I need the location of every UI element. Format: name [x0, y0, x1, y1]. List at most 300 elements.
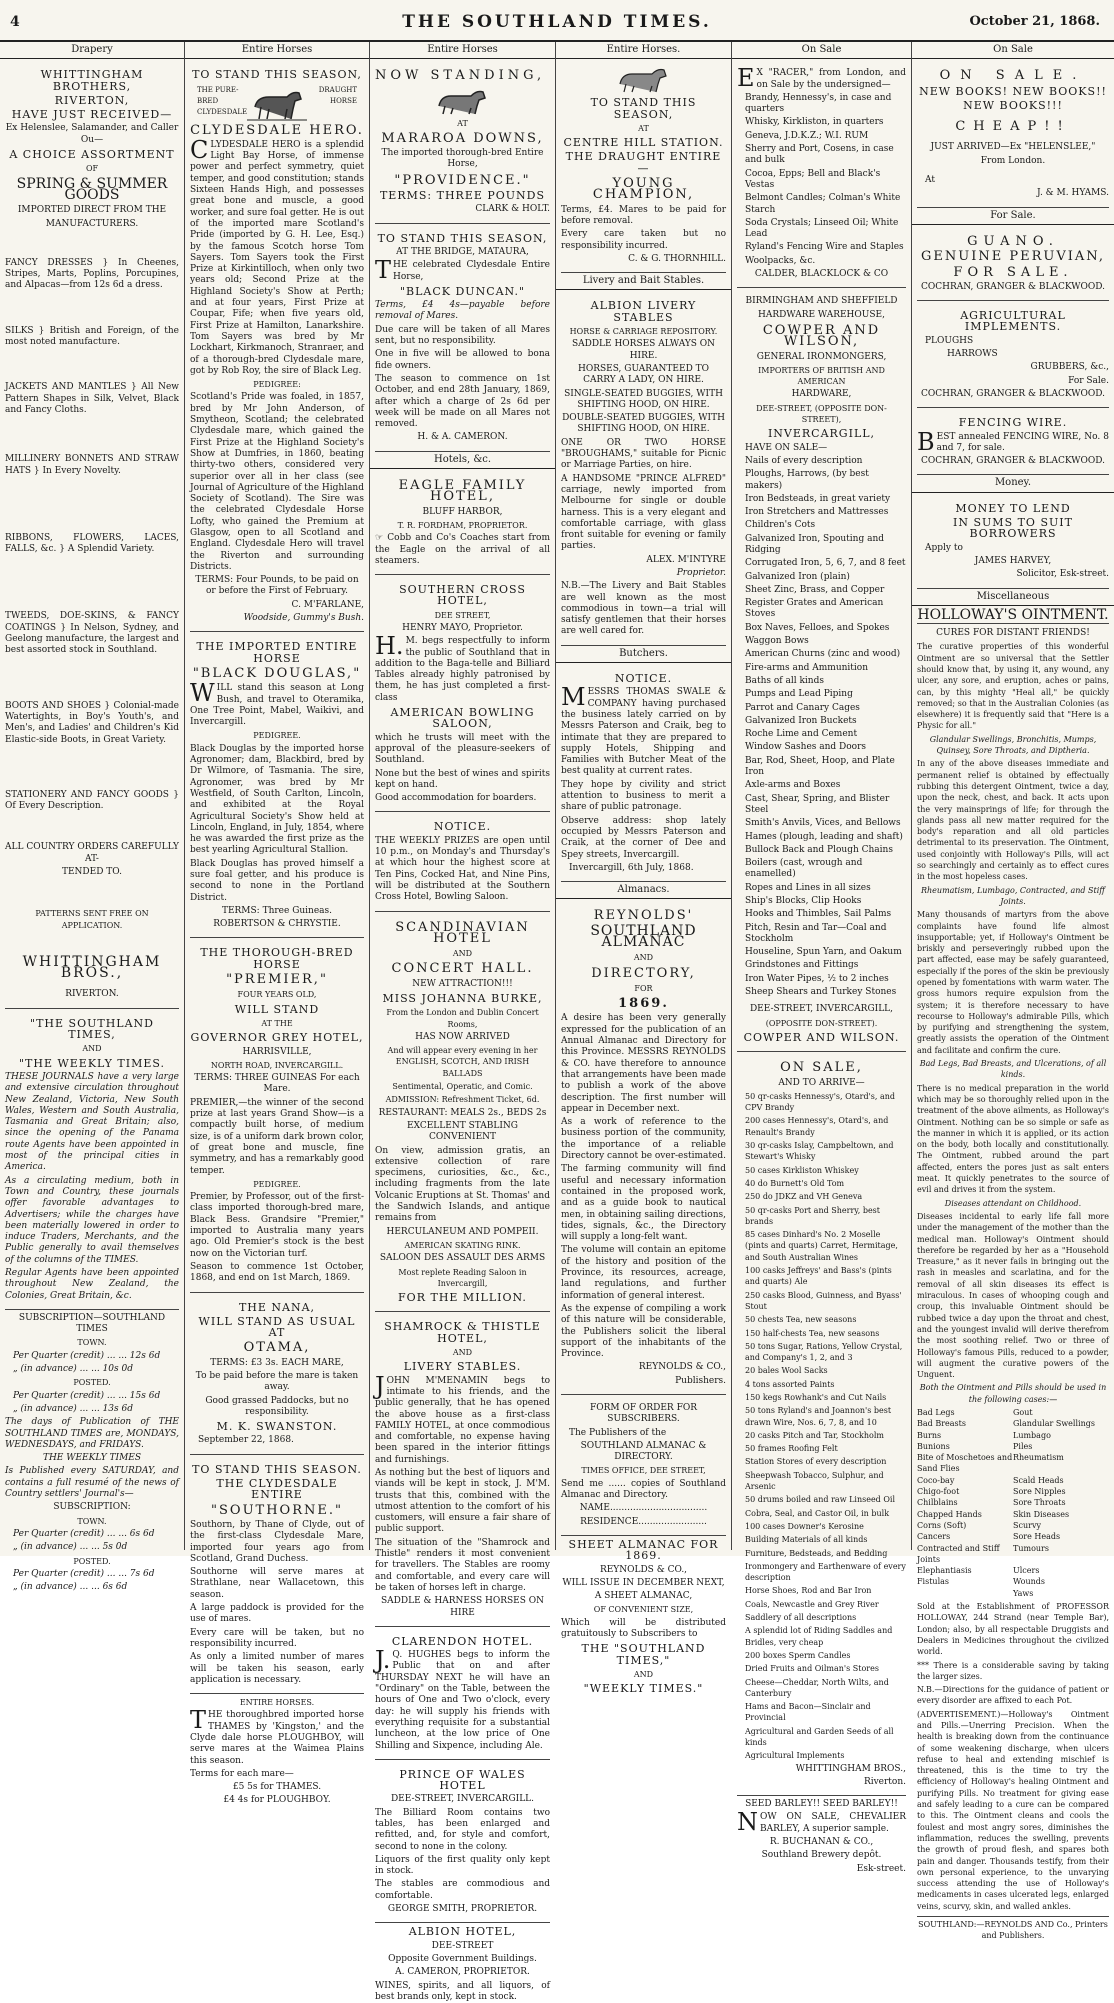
list-item: Iron Water Pipes, ½ to 2 inches: [745, 973, 889, 984]
list-item: Smith's Anvils, Vices, and Bellows: [745, 818, 901, 829]
advert-almanac: [561, 903, 726, 1395]
advert-albion-livery: [561, 294, 726, 645]
advert-line: AT: [638, 123, 649, 133]
advert-text: ☞ Cobb and Co's Coaches start from the Eagle on the arrival of all steamers.: [375, 533, 550, 566]
table-cell: Glandular Swellings: [1013, 1419, 1095, 1429]
list-item: A splendid lot of Riding Saddles and Bridles, very cheap: [745, 1626, 893, 1647]
advert-text: There is no medical preparation in the world which may be so thoroughly relied upon in the treatment of the above ailments, as Holloway's Ointment. Nothing can be so simple or safe as the manner in which it is applied, or its action on the body, both locally and constitutionally. The Ointment, rubbed around the part affected, enters the pores just as salt enters meat. It quickly penetrates to the source of evil and drives it from the system.: [917, 1083, 1109, 1195]
advert-line: DIRECTORY,: [591, 965, 696, 981]
list-item: Hooks and Thimbles, Sail Palms: [745, 909, 892, 920]
section-heading: Livery and Bait Stables.: [556, 273, 731, 290]
advert-line: DEE-STREET, INVERCARGILL,: [749, 1004, 894, 1015]
advert-line: Opposite Government Buildings.: [388, 1953, 537, 1964]
column-entire-horses-2: [370, 42, 556, 2002]
list-item: 50 tons Ryland's and Joannon's best drawn Wire, Nos. 6, 7, 8, and 10: [745, 1406, 892, 1427]
advert-line: INVERCARGILL,: [767, 427, 876, 441]
advert-racer: [737, 63, 906, 288]
advert-line: HERCULANEUM AND POMPEII.: [386, 1226, 539, 1237]
advert-line: HAS NOW ARRIVED: [415, 1031, 510, 1042]
advert-text: PREMIER,—the winner of the second prize at last years Grand Show—is a compactly built horse, of medium size, is of a uniform dark brown color, of great bone and muscle, fine symmetry, and has a remarkably good temper.: [190, 1097, 364, 1176]
advert-title: ON SALE.: [939, 68, 1087, 84]
table-row: [917, 1565, 1109, 1576]
advert-text: The situation of the "Shamrock and Thistle" renders it most convenient for travellers. The Stables are roomy and comfortable, and every care will be taken of horses left in charge.: [375, 1537, 550, 1593]
advert-signature: COWPER AND WILSON.: [743, 1030, 900, 1044]
advert-signature: COCHRAN, GRANGER & BLACKWOOD.: [920, 456, 1106, 467]
advert-line: HENRY MAYO, Proprietor.: [402, 622, 523, 633]
advert-title: THE NANA,: [238, 1300, 316, 1314]
list-item: Ploughs, Harrows, (by best makers): [745, 469, 869, 491]
rate-heading: SUBSCRIPTION:: [53, 1502, 131, 1513]
advert-line: Most replete Reading Saloon in Invercargill,: [398, 1267, 527, 1288]
goods-item: TWEEDS, DOE-SKINS, & FANCY COATINGS } In Nelson, Sydney, and Geelong manufacture, the largest and best assorted stock in Southland.: [5, 611, 179, 656]
advert-line: REYNOLDS & CO.,: [599, 1564, 688, 1575]
advert-line: SALOON DES ASSAULT DES ARMS: [379, 1253, 546, 1264]
list-item: Galvanized Iron Buckets: [745, 715, 857, 726]
advert-line: SADDLE & HARNESS HORSES ON HIRE: [381, 1596, 544, 1618]
horse-icon: [247, 85, 307, 121]
advert-line: DOUBLE-SEATED BUGGIES, WITH SHIFTING HOOD, ON HIRE.: [562, 413, 725, 435]
table-cell: Ulcers: [1013, 1566, 1040, 1576]
list-item: Bullock Back and Plough Chains: [745, 844, 893, 855]
advert-text: Liquors of the first quality only kept in stock.: [375, 1854, 550, 1877]
advert-line: SADDLE HORSES ALWAYS ON HIRE.: [571, 339, 716, 361]
advert-text: A desire has been very generally expressed for the publication of an Annual Almanac and Directory for this Province. MESSRS REYNOLDS & CO. have therefore to announce that arrangements have been made to publish a work of the above description. The first number will appear in December next.: [561, 1013, 726, 1114]
advert-title: ALBION LIVERY STABLES: [590, 299, 697, 324]
notice-title: "THE SOUTHLAND TIMES,: [30, 1016, 154, 1042]
advert-line: HARRISVILLE,: [242, 1046, 312, 1057]
table-cell: Contracted and Stiff Joints: [917, 1543, 1000, 1564]
advert-line: Ex Helenslee, Salamander, and Caller Ou—: [5, 123, 179, 145]
advert-text: Which will be distributed gratuitously to Subscribers to: [561, 1617, 726, 1640]
advert-eagle-hotel: [375, 473, 550, 575]
list-item: 40 do Burnett's Old Tom: [745, 1178, 845, 1188]
section-heading: Drapery: [0, 42, 184, 59]
rate-line: „ (in advance) ... ... 10s 0d: [13, 1364, 133, 1375]
rate-line: POSTED.: [73, 1556, 111, 1566]
advert-line: CENTRE HILL STATION.: [563, 136, 724, 150]
advert-text: On view, admission gratis, an extensive collection of rare specimens, curiosities, &c., &c., including fragments from the late Volcanic Eruptions at St. Thomas' and the Sandwich Islands, and antique remains from: [375, 1145, 550, 1224]
masthead: [0, 0, 1114, 42]
advert-signature: WHITTINGHAM BROS.,: [795, 1763, 906, 1774]
list-item: Bar, Rod, Sheet, Hoop, and Plate Iron: [745, 755, 895, 778]
list-item: Fire-arms and Ammunition: [745, 662, 869, 673]
column-drapery: [0, 42, 185, 1593]
list-item: Cast, Shear, Spring, and Blister Steel: [745, 793, 890, 815]
form-line: TIMES OFFICE, DEE STREET,: [581, 1466, 706, 1476]
table-cell: Yaws: [1013, 1588, 1034, 1598]
list-item: Hams and Bacon—Sinclair and Provincial: [745, 1702, 871, 1723]
advert-line: HAVE JUST RECEIVED—: [11, 108, 173, 122]
list-item: Box Naves, Felloes, and Spokes: [745, 622, 890, 633]
table-cell: Lumbago: [1013, 1430, 1051, 1440]
newspaper-title: THE SOUTHLAND TIMES.: [402, 12, 712, 32]
horse-icon: [433, 86, 493, 116]
list-item: Cheese—Cheddar, North Wilts, and Canterbury: [745, 1677, 889, 1698]
list-item: Sheepwash Tobacco, Sulphur, and Arsenic: [745, 1470, 884, 1492]
list-item: Coals, Newcastle and Grey River: [745, 1599, 879, 1609]
list-item: Ropes and Lines in all sizes: [745, 882, 871, 893]
advert-signature: CLARK & HOLT.: [475, 204, 550, 215]
table-row: [917, 1407, 1109, 1418]
advert-title: SHAMROCK & THISTLE HOTEL,: [384, 1320, 541, 1345]
advert-black-duncan: [375, 227, 550, 452]
list-item: Agricultural and Garden Seeds of all kinds: [745, 1726, 894, 1747]
column-on-sale-2: [912, 42, 1114, 1941]
list-item: 85 cases Dinhard's No. 2 Moselle (pints and quarts) Carret, Hermitage, and South Australian Wines: [745, 1230, 898, 1262]
advert-line: AND TO ARRIVE—: [778, 1077, 865, 1088]
advert-text: JOHN M'MENAMIN begs to intimate to his friends, and the public generally, that he has opened the above house as a first-class FAMILY HOTEL, at once commodious and comfortable, no expense having been spared in the interior fittings and furnishings.: [375, 1371, 550, 1465]
advert-line: HARDWARE,: [791, 389, 852, 400]
notice-journals: [5, 1012, 179, 1310]
table-cell: [917, 1588, 1013, 1599]
advert-subheading: Both the Ointment and Pills should be used in the following cases:—: [919, 1383, 1107, 1404]
advert-title: SOUTHLAND ALMANAC: [590, 922, 697, 950]
advert-title: EAGLE FAMILY HOTEL,: [398, 478, 527, 505]
advert-implements: [917, 304, 1109, 408]
advert-title: TO STAND THIS SEASON,: [192, 68, 362, 82]
advert-line: THE CLYDESDALE ENTIRE: [216, 1477, 338, 1502]
horse-name: "BLACK DOUGLAS,": [192, 665, 362, 681]
notice-text: MESSRS THOMAS SWALE & COMPANY having purchased the business lately carried on by Messrs Paterson and Craik, beg to intimate that they are prepared to supply Hotels, Shipping and Families with Butcher Meat of the best quality at current rates.: [561, 683, 726, 777]
advert-headline: SPRING & SUMMER GOODS: [16, 175, 168, 203]
advert-title: SOUTHERN CROSS HOTEL,: [399, 583, 526, 608]
table-cell: Bite of Moschetoes and Sand Flies: [917, 1453, 1013, 1474]
advert-title: BIRMINGHAM AND SHEFFIELD: [745, 296, 898, 307]
advert-line: DEE STREET,: [434, 610, 491, 620]
advert-subheading: Bad Legs, Bad Breasts, and Ulcerations, of all kinds.: [919, 1059, 1107, 1080]
table-cell: Piles: [1013, 1441, 1033, 1451]
advert-premier: [190, 941, 364, 1292]
list-item: Ironmongery and Earthenware of every description: [745, 1561, 906, 1583]
advert-text: As a work of reference to the business portion of the community, the importance of a reliable Directory cannot be over-estimated.: [561, 1117, 726, 1162]
advert-clydesdale-hero: [190, 63, 364, 632]
advert-line: AMERICAN BOWLING SALOON,: [390, 706, 535, 731]
advert-line: PEDIGREE.: [253, 731, 301, 741]
goods-item: JACKETS AND MANTLES } All New Pattern Shapes in Silk, Velvet, Black and Fancy Cloths.: [5, 382, 179, 415]
rate-heading: SUBSCRIPTION—SOUTHLAND TIMES: [18, 1312, 166, 1335]
goods-item: RIBBONS, FLOWERS, LACES, FALLS, &c. } A Splendid Variety.: [5, 532, 179, 555]
advert-line: NEW ATTRACTION!!!: [412, 978, 513, 989]
section-heading: Entire Horses.: [556, 42, 731, 59]
advert-title: SHEET ALMANAC FOR 1869.: [568, 1537, 719, 1563]
advert-line: AND: [452, 1348, 473, 1358]
goods-item: MILLINERY BONNETS AND STRAW HATS } In Every Novelty.: [5, 454, 179, 476]
advert-signature: C. & G. THORNHILL.: [628, 253, 726, 264]
advert-line: PEDIGREE:: [253, 380, 301, 390]
form-title: FORM OF ORDER FOR SUBSCRIBERS.: [590, 1402, 697, 1425]
advert-text: THE thoroughbred imported horse THAMES by 'Kingston,' and the Clyde dale horse PLOUGHBOY, will serve mares at the Waimea Plains this season.: [190, 1706, 364, 1766]
advert-line: TERMS: Four Pounds, to be paid on or before the First of February.: [195, 575, 359, 597]
advert-fencing-wire: [917, 411, 1109, 475]
list-item: 200 boxes Sperm Candles: [745, 1650, 851, 1660]
advert-line: Good grassed Paddocks, but no responsibility.: [205, 1395, 349, 1417]
advert-title: THE THOROUGH-BRED HORSE: [200, 946, 354, 971]
table-cell: Fistulas: [917, 1577, 950, 1587]
form-residence-field: RESIDENCE........................: [580, 1516, 707, 1527]
column-on-sale-1: [732, 42, 912, 1874]
advert-albion-hotel: [375, 1926, 550, 2003]
advert-text: which he trusts will meet with the approval of the pleasure-seekers of Southland.: [375, 732, 550, 766]
horse-icon: [614, 66, 674, 94]
advert-whittingham: [5, 63, 179, 1008]
advert-line: OTAMA,: [243, 1340, 311, 1356]
advert-text: Black Douglas by the imported horse Agronomer; dam, Blackbird, bred by Dr Wilmore, of Tasmania. The sire, Agronomer, was bred by Mr Westfield, of South Carlton, Lincoln, and exhibited at the Royal Agricultural Society's Show held at Lincoln, England, in July, 1854, where he was awarded the first prize as the best yearling Agricultural Stallion.: [190, 743, 364, 856]
advert-signature: M. K. SWANSTON.: [216, 1420, 338, 1434]
advert-text: N.B.—The Livery and Bait Stables are well known as the most commodious in town—a trial will satisfy gentlemen that their horses are well cared for.: [561, 581, 726, 637]
advert-signature: GEORGE SMITH, PROPRIETOR.: [387, 1904, 538, 1915]
list-item: Agricultural Implements: [745, 1751, 845, 1761]
advert-signature: CALDER, BLACKLOCK & CO: [754, 269, 889, 280]
rate-heading: THE WEEKLY TIMES: [42, 1453, 142, 1464]
advert-line: JUST ARRIVED—Ex "HELENSLEE,": [930, 142, 1096, 153]
advert-line: EXCELLENT STABLING CONVENIENT: [407, 1120, 518, 1143]
advert-line: £4 4s for PLOUGHBOY.: [223, 1795, 331, 1806]
advert-text: EX "RACER," from London, and on Sale by the undersigned—: [737, 64, 906, 93]
advert-text: Sold at the Establishment of PROFESSOR HOLLOWAY, 244 Strand (near Temple Bar), London; also, by all respectable Druggists and Dealers in Medicines throughout the civilized world.: [917, 1602, 1109, 1657]
advert-line: FOR: [634, 983, 653, 993]
section-heading: Entire Horses: [370, 42, 555, 59]
rate-line: Is Published every SATURDAY, and contains a full resumé of the news of Country settlers' Journal's—: [5, 1466, 179, 1500]
list-item: Iron Bedsteads, in great variety: [745, 493, 891, 504]
advert-subheading: Diseases attendant on Childhood.: [944, 1198, 1082, 1208]
list-item: Pumps and Lead Piping: [745, 689, 853, 700]
advert-line: TERMS: THREE POUNDS: [379, 189, 546, 203]
advert-line: MANUFACTURERS.: [45, 218, 139, 229]
advert-line: GENERAL IRONMONGERS,: [756, 351, 887, 362]
table-cell: Scald Heads: [1013, 1475, 1064, 1485]
advert-title: ON SALE,: [780, 1060, 863, 1076]
advert-nana: [190, 1296, 364, 1455]
list-item: Window Sashes and Doors: [745, 742, 867, 753]
advert-text: As nothing but the best of liquors and viands will be kept in stock, J. M'M. trusts that this, combined with the utmost attention to the comfort of his customers, will ensure a fair share of public support.: [375, 1467, 550, 1535]
table-cell: Tumours: [1013, 1543, 1049, 1553]
advert-text: As the expense of compiling a work of this nature will be considerable, the Publishers solicit the liberal support of the inhabitants of the Province.: [561, 1303, 726, 1360]
list-item: Sheet Zinc, Brass, and Copper: [745, 584, 885, 595]
table-row: [917, 1576, 1109, 1587]
table-cell: Wounds: [1013, 1577, 1046, 1587]
table-cell: Bad Breasts: [917, 1419, 966, 1429]
horse-name: "BLACK DUNCAN.": [399, 284, 526, 298]
advert-text: One in five will be allowed to bona fide owners.: [375, 349, 550, 371]
list-item: 150 kegs Rowhank's and Cut Nails: [745, 1392, 887, 1402]
list-item: 50 qr-casks Hennessy's, Otard's, and CPV Brandy: [745, 1091, 896, 1113]
rate-line: „ (in advance) ... ... 5s 0d: [13, 1542, 128, 1553]
section-heading: Entire Horses: [185, 42, 369, 59]
column-entire-horses-3: [556, 42, 732, 1696]
advert-signature: C. M'FARLANE,: [291, 599, 364, 610]
advert-line: DEE-STREET, (OPPOSITE DON-STREET),: [756, 403, 887, 425]
list-item: 200 cases Hennessy's, Otard's, and Renault's Brandy: [745, 1116, 889, 1137]
advert-text: Terms for each mare—: [190, 1768, 294, 1779]
list-item: Cocoa, Epps; Bell and Black's Vestas: [745, 168, 881, 190]
advert-text: The curative properties of this wonderful Ointment are so universal that the Settler should know that, by using it, any wound, any ulcer, any sore, and eruption, aches or pains, can, by this mighty "Heal all," be quickly removed; so that in the Australian Colonies (as elsewhere) it is frequently said that "Here is a Physic for all.": [917, 642, 1109, 731]
rate-line: „ (in advance) ... ... 6s 6d: [13, 1582, 128, 1593]
advert-title: HOLLOWAY'S OINTMENT.: [917, 606, 1109, 623]
table-cell: Chapped Hands: [917, 1509, 982, 1519]
advert-line: IN SUMS TO SUIT BORROWERS: [953, 516, 1073, 541]
form-name-field: NAME..................................: [579, 1503, 708, 1514]
rate-line: Per Quarter (credit) ... ... 7s 6d: [13, 1568, 155, 1579]
table-row: [917, 1531, 1109, 1542]
list-item: Register Grates and American Stoves: [745, 598, 884, 620]
list-item: 50 tons Sugar, Rations, Yellow Crystal, and Company's 1, 2, and 3: [745, 1341, 903, 1363]
advert-line: FOR THE MILLION.: [398, 1291, 527, 1305]
list-item: Ryland's Fencing Wire and Staples: [745, 242, 904, 253]
advert-whittingham-sale: [737, 1055, 906, 1796]
notice-line: AND: [82, 1044, 102, 1054]
advert-text: CLYDESDALE HERO is a splendid Light Bay Horse, of immense power and perfect symmetry, quiet temper, and good constitution; stands Sixteen Hands High, and possesses great bone and muscle, a good worker, and sure foal getter. He is out of the imported mare Scotland's Pride (imported by G. H. Lee, Esq.) by the famous Scotch horse Tom Sayers. Tom Sayers took the First Prize at Kirkintilloch, when only two years old; Second Prize at the Highland Society's Show at Perth; and at four years, First Prize at Coupar, Fife; when five years old, First Prize at Hamilton, Lanarkshire. Tom Sayers was bred by Mr Lockhart, Kirkmanoch, Stranraer, and of a thorough-bred Clydesdale mare, got by Rob Roy, the sire of Black Leg.: [190, 135, 364, 376]
goods-item: FANCY DRESSES } In Cheenes, Stripes, Marts, Poplins, Porcupines, and Alpacas—from 12s 6d a dress.: [5, 257, 179, 291]
advert-title: TO STAND THIS SEASON,: [590, 96, 697, 121]
advert-text: THE celebrated Clydesdale Entire Horse,: [375, 256, 550, 285]
section-heading: On Sale: [732, 42, 911, 59]
rate-line: Per Quarter (credit) ... ... 15s 6d: [13, 1390, 161, 1401]
table-cell: Bad Legs: [917, 1407, 955, 1417]
list-item: Waggon Bows: [745, 636, 809, 647]
form-line: Send me ...... copies of Southland Almanac and Directory.: [561, 1478, 726, 1501]
rate-line: Per Quarter (credit) ... ... 12s 6d: [13, 1350, 161, 1361]
list-item: Brandy, Hennessy's, in case and quarters: [745, 92, 892, 115]
table-cell: Rheumatism: [1013, 1453, 1064, 1463]
advert-line: HAVE ON SALE—: [745, 442, 828, 453]
advert-text: Southorne will serve mares at Strathlane, near Wallacetown, this season.: [190, 1567, 364, 1600]
advert-text: A HANDSOME "PRINCE ALFRED" carriage, newly imported from Melbourne for single or double harness. This is a very elegant and comfortable carriage, with glass front suitable for evening or family parties.: [561, 473, 726, 552]
notice-title: NOTICE.: [433, 820, 492, 834]
advert-line: DEE-STREET: [431, 1940, 494, 1951]
advert-line: CONCERT HALL.: [391, 961, 534, 977]
advert-line: AMERICAN SKATING RINK.: [404, 1240, 521, 1250]
advert-guano: [917, 229, 1109, 301]
advert-line: (OPPOSITE DON-STREET).: [765, 1018, 878, 1028]
list-item: Cobra, Seal, and Castor Oil, in bulk: [745, 1508, 890, 1518]
advert-line: PLOUGHS: [925, 335, 974, 346]
advert-title: FENCING WIRE.: [958, 416, 1068, 430]
advert-providence: [375, 63, 550, 223]
list-item: Sheep Shears and Turkey Stones: [745, 987, 897, 998]
order-form: [561, 1398, 726, 1536]
advert-line: LIVERY STABLES.: [403, 1360, 522, 1374]
advert-line: AT THE: [261, 1018, 293, 1028]
advert-line: TENDED TO.: [61, 866, 123, 877]
rate-line: The days of Publication of THE SOUTHLAND TIMES are, MONDAYS, WEDNESDAYS, and FRIDAYS.: [5, 1417, 179, 1450]
list-item: Ship's Blocks, Clip Hooks: [745, 896, 862, 906]
list-item: Belmont Candles; Colman's White Starch: [745, 193, 901, 215]
advert-text: ONE OR TWO HORSE "BROUGHAMS," suitable for Picnic or Marriage Parties, on hire.: [561, 437, 726, 471]
printer-imprint: SOUTHLAND:—REYNOLDS AND Co., Printers and Publishers.: [917, 1916, 1109, 1942]
table-row: [917, 1441, 1109, 1452]
advert-text: In any of the above diseases immediate and permanent relief is obtained by effectually rubbing this detergent Ointment, twice a day, upon the neck, chest, and back. It acts upon the very mainsprings of life; for through the glands pass all new matter required for the body's reparation and all old particles detrimental to its preservation. The Ointment, used conjointly with Holloway's Pills, will act so searchingly and certainly as to effect cures in the most hopeless cases.: [917, 759, 1109, 882]
list-item: Hames (plough, leading and shaft): [745, 831, 903, 842]
advert-line: To be paid before the mare is taken away.: [195, 1370, 359, 1393]
advert-signature: H. & A. CAMERON.: [417, 432, 508, 443]
advert-text: Terms, £4 4s—payable before removal of Mares.: [375, 300, 550, 322]
list-item: 250 do JDKZ and VH Geneva: [745, 1192, 863, 1202]
list-item: Saddlery of all descriptions: [745, 1613, 857, 1623]
advert-line: Solicitor, Esk-street.: [1016, 569, 1109, 580]
advert-title: TO STAND THIS SEASON.: [192, 1462, 362, 1476]
advert-line: RIVERTON.: [65, 989, 119, 1000]
advert-line: OF CONVENIENT SIZE,: [593, 1605, 694, 1615]
advert-text: Many thousands of martyrs from the above complaints have found life almost insupportable; yet, if Holloway's Ointment be briskly and perseveringly rubbed upon the part affected, ease may be safely guaranteed, especially if the pores of the skin be previously opened by fomentations with warm water. The gross humors require expulsion from the system; it is therefore necessary to have recourse to Holloway's admirable Pills, which by purifying and strengthening the system, greatly assists the operation of the Ointment and facilitate and confirm the cure.: [917, 910, 1109, 1055]
advert-line: HARDWARE WAREHOUSE,: [758, 309, 885, 320]
advert-title: CLARENDON HOTEL.: [391, 1634, 534, 1648]
advert-title: ENTIRE HORSES.: [239, 1698, 315, 1708]
caption-left: THE PURE-BRED CLYDESDALE: [197, 85, 248, 117]
advert-line: HARROWS: [947, 349, 998, 360]
list-item: 250 casks Blood, Guinness, and Byass' Stout: [745, 1290, 902, 1311]
advert-text: Every care taken but no responsibility incurred.: [561, 229, 726, 251]
table-row: [917, 1452, 1109, 1475]
advert-text: Terms, £4. Mares to be paid for before removal.: [561, 204, 726, 226]
section-heading: Miscellaneous: [912, 589, 1114, 606]
notice-title: "THE WEEKLY TIMES.: [18, 1056, 166, 1070]
advert-line: AND: [633, 953, 654, 963]
table-cell: Bunions: [917, 1441, 950, 1451]
advert-line: NEW BOOKS!!!: [963, 98, 1063, 112]
advert-southorne: [190, 1458, 364, 1694]
advert-clarendon: [375, 1630, 550, 1760]
advert-text: NOW ON SALE, CHEVALIER BARLEY, A superior sample.: [737, 1808, 906, 1837]
goods-item: BOOTS AND SHOES } Colonial-made Watertights, in Boy's Youth's, and Men's, and Ladies' and Children's Kid Elastic-side Boots, in Great Variety.: [5, 700, 179, 745]
advert-line: Publishers.: [675, 1375, 726, 1386]
table-row: [917, 1520, 1109, 1531]
advert-text: Southorn, by Thane of Clyde, out of the first-class Clydesdale Mare, imported four years ago from Scotland, Grand Duchess.: [190, 1519, 364, 1564]
advert-line: AT THE BRIDGE, MATAURA,: [396, 246, 529, 257]
table-cell: Corns (Soft): [917, 1520, 967, 1530]
advert-line: T. R. FORDHAM, PROPRIETOR.: [397, 520, 528, 530]
table-row: [917, 1475, 1109, 1486]
rate-line: „ (in advance) ... ... 13s 6d: [13, 1403, 133, 1414]
advert-line: And will appear every evening in her ENGLISH, SCOTCH, AND IRISH BALLADS: [387, 1046, 538, 1078]
advert-line: A CHOICE ASSORTMENT: [9, 148, 175, 162]
advert-cowper-wilson: [737, 291, 906, 1052]
advert-books: [917, 63, 1109, 207]
advert-line: Apply to: [925, 542, 963, 553]
horse-name: "PROVIDENCE.": [394, 172, 531, 188]
list-item: Horse Shoes, Rod and Bar Iron: [745, 1586, 872, 1596]
advert-text: The volume will contain an epitome of the history and position of the Province, its resources, acreage, land regulations, and further information of general interest.: [561, 1245, 726, 1301]
subscription-rates: [5, 1313, 179, 1594]
advert-line: OF: [85, 164, 99, 174]
advert-line: SINGLE-SEATED BUGGIES, WITH SHIFTING HOOD, ON HIRE.: [564, 388, 723, 410]
advert-subheading: Rheumatism, Lumbago, Contracted, and Stiff Joints.: [921, 885, 1105, 906]
list-item: Woolpacks, &c.: [745, 255, 816, 266]
advert-title: REYNOLDS': [593, 908, 694, 924]
advert-line: WILL ISSUE IN DECEMBER NEXT,: [562, 1577, 725, 1588]
advert-text: The farming community will find useful and necessary information contained in the proposed work, and as a guide book to nautical men, in obtaining sailing directions, tides, signals, &c., the Directory will supply a long-felt want.: [561, 1164, 726, 1243]
list-item: 50 qr-casks Port and Sherry, best brands: [745, 1205, 880, 1226]
advert-line: WILL STAND AS USUAL AT: [198, 1314, 356, 1340]
advert-text: Premier, by Professor, out of the first-class imported thorough-bred mare, Black Bess. Grandsire "Premier," imported to Australia many years ago. Old Premier's stock is the best now on the Victorian turf.: [190, 1192, 364, 1259]
table-cell: Elephantiasis: [917, 1566, 972, 1576]
advert-line: GRUBBERS, &c.,: [1030, 362, 1109, 373]
table-row: [917, 1430, 1109, 1441]
table-row: [917, 1497, 1109, 1508]
rate-line: Per Quarter (credit) ... ... 6s 6d: [13, 1528, 155, 1539]
list-item: Houseline, Spun Yarn, and Oakum: [745, 947, 902, 958]
notice-weekly-prizes: [375, 815, 550, 911]
advert-line: HORSES, GUARANTEED TO CARRY A LADY, ON HIRE.: [577, 363, 710, 386]
advert-line: THE "SOUTHLAND TIMES,": [581, 1642, 706, 1667]
rate-line: TOWN.: [77, 1516, 107, 1526]
advert-text: WILL stand this season at Long Bush, and travel to Oteramika, One Tree Point, Mabel, Waikivi, and Invercargill.: [190, 679, 364, 728]
list-item: 50 cases Kirkliston Whiskey: [745, 1165, 859, 1175]
advert-title: WHITTINGHAM BROTHERS,: [40, 68, 144, 93]
table-cell: Gout: [1013, 1407, 1033, 1417]
advert-text: WINES, spirits, and all liquors, of best brands only, kept in stock.: [375, 1980, 550, 2002]
table-cell: Chilblains: [917, 1498, 958, 1508]
advert-line: ALL COUNTRY ORDERS CAREFULLY AT-: [5, 842, 179, 864]
